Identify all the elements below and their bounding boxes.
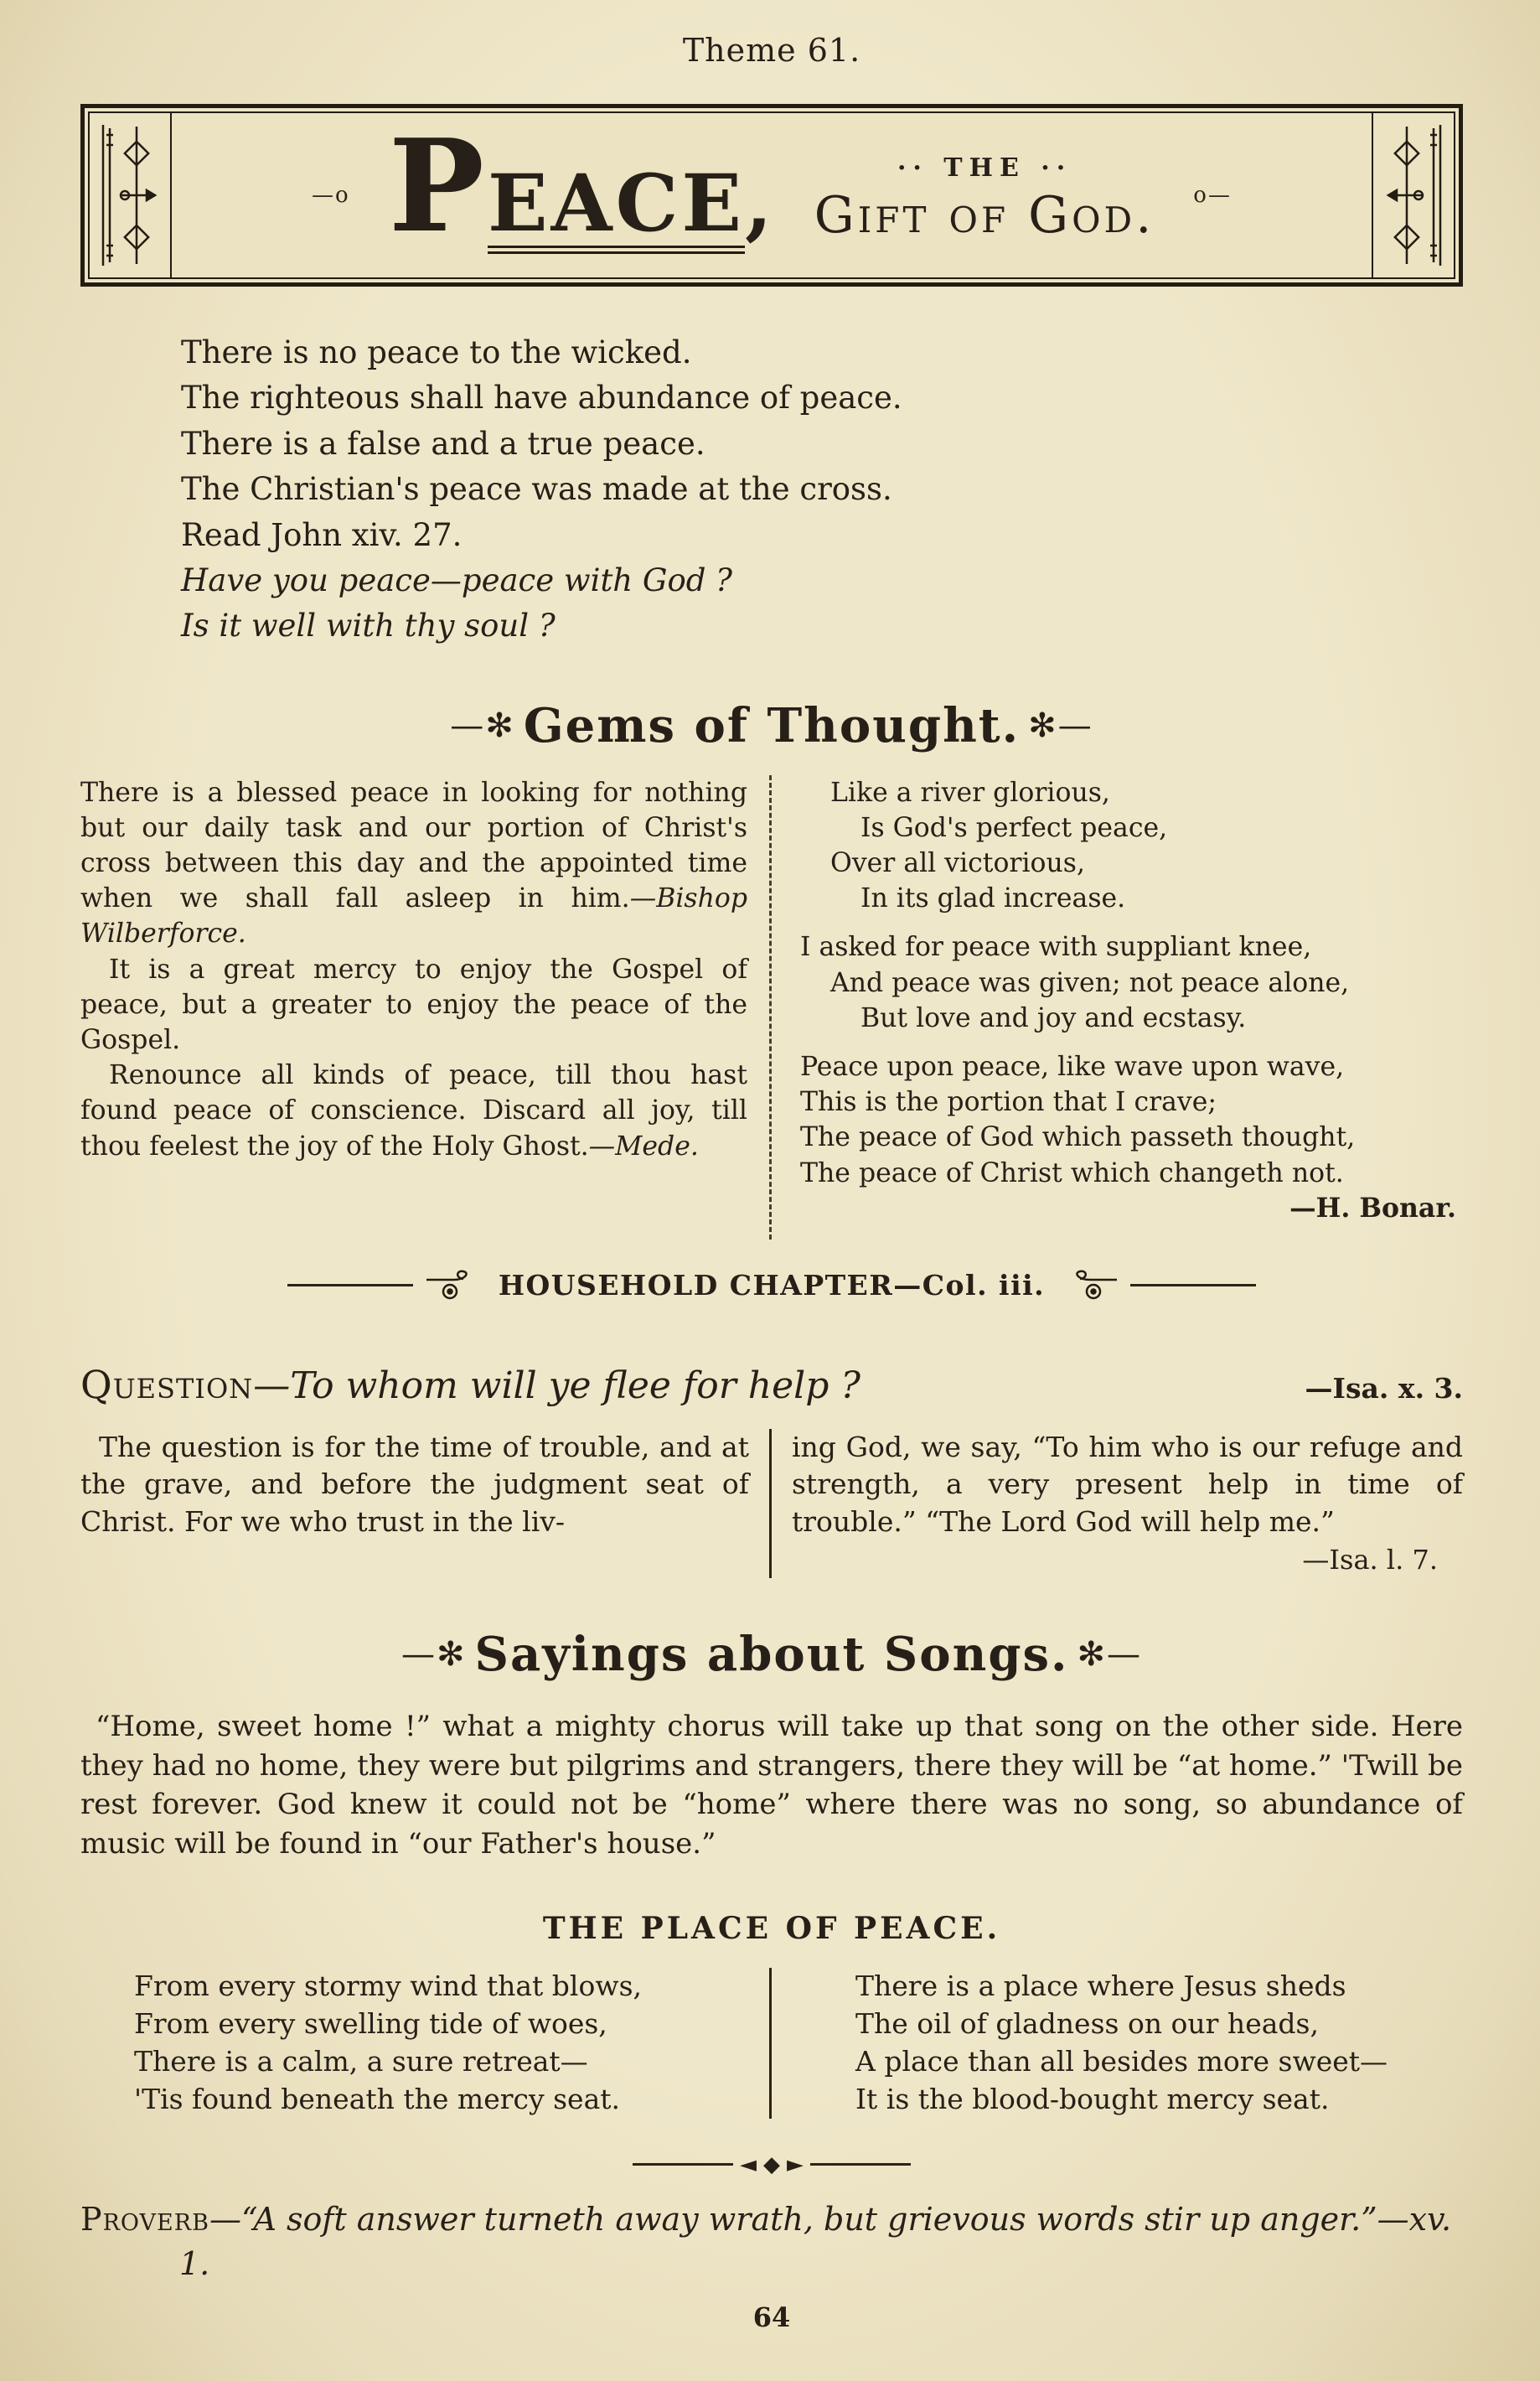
intro-block	[181, 330, 1463, 650]
banner-title	[388, 110, 776, 261]
intro-line: The Christian's peace was made at the cross.	[181, 471, 892, 508]
household-chapter-label: HOUSEHOLD CHAPTER—Col. iii.	[498, 1268, 1046, 1302]
gems-paragraph-text: There is a blessed peace in looking for nothing but our daily task and our portion of Christ's cross between this day and the appointed time when we shall fall asleep in him.	[80, 777, 747, 914]
poem-line: In its glad increase.	[860, 883, 1126, 914]
scroll-ornament-right-icon	[1065, 1268, 1119, 1302]
place-of-peace-heading: THE PLACE OF PEACE.	[542, 1911, 1001, 1947]
banner-title-initial: P	[388, 110, 488, 261]
flourish-right-icon: ✻—	[1077, 1634, 1143, 1674]
banner-ornament-right-svg	[1380, 120, 1447, 271]
question-reference: —Isa. x. 3.	[1305, 1372, 1463, 1405]
gems-paragraph-text: Renounce all kinds of peace, till thou hast found peace of conscience. Discard all joy, till thou feelest the joy of the Holy Ghost.	[80, 1060, 747, 1162]
gems-right-column	[772, 775, 1463, 1240]
sayings-paragraph: “Home, sweet home !” what a mighty chorus will take up that song on the other side. Here they had no home, they were but pilgrims and strangers, there they will be “at home.” 'Twill be rest forever. God knew it could not be “home” where there was no song, so abundance of music will be found in “our Father's house.”	[80, 1709, 1463, 1861]
diamond-icon: ◆	[763, 2151, 780, 2177]
poem-line: The peace of Christ which changeth not.	[800, 1157, 1344, 1188]
theme-label: Theme 61.	[682, 32, 861, 69]
banner-subtitle	[814, 147, 1155, 245]
gems-heading	[80, 698, 1463, 753]
question-right-reference: —Isa. l. 7.	[1302, 1543, 1438, 1576]
place-left-column	[80, 1968, 772, 2119]
banner-dash-left: —o	[312, 183, 350, 208]
place-of-peace-columns	[80, 1968, 1463, 2119]
intro-line: Read John xiv. 27.	[181, 516, 463, 553]
question-columns	[80, 1429, 1463, 1578]
flourish-left-icon: —✻	[401, 1634, 467, 1674]
place-right-column	[772, 1968, 1463, 2119]
intro-line: There is no peace to the wicked.	[181, 334, 692, 370]
intro-line: The righteous shall have abundance of peace.	[181, 380, 902, 417]
sayings-heading-text: Sayings about Songs.	[474, 1626, 1069, 1682]
proverb-text: —“A soft answer turneth away wrath, but grievous words stir up anger.”—xv. 1.	[179, 2200, 1452, 2282]
gems-heading-text: Gems of Thought.	[523, 697, 1021, 753]
question-text: —To whom will ye flee for help ?	[253, 1364, 860, 1408]
poem-line: Peace upon peace, like wave upon wave,	[800, 1052, 1345, 1083]
poem-line: Is God's perfect peace,	[860, 812, 1168, 843]
proverb-label: Proverb	[80, 2200, 209, 2238]
arrow-right-icon: ►	[787, 2151, 804, 2177]
gems-paragraph-text: It is a great mercy to enjoy the Gospel of peace, but a greater to enjoy the peace of the Gospel.	[80, 954, 747, 1056]
poem-line: Over all victorious,	[830, 848, 1085, 879]
gems-paragraph	[80, 1058, 747, 1164]
sayings-heading	[80, 1627, 1463, 1682]
poem-line: The peace of God which passeth thought,	[800, 1122, 1356, 1153]
gems-paragraph-attribution: —Bishop Wilberforce.	[80, 883, 747, 950]
poem-line: The oil of gladness on our heads,	[855, 2007, 1319, 2041]
banner-title-comma: ,	[745, 157, 776, 250]
poem-stanza	[800, 1049, 1463, 1226]
gems-left-column	[80, 775, 772, 1240]
question-left-column: The question is for the time of trouble, and at the grave, and before the judgment seat of Christ. For we who trust in the liv-	[80, 1429, 772, 1578]
flourish-right-icon: ✻—	[1028, 706, 1093, 745]
bottom-divider	[80, 2152, 1463, 2177]
divider-rule	[633, 2163, 733, 2166]
poem-line: But love and joy and ecstasy.	[860, 1002, 1247, 1033]
poem-stanza	[800, 775, 1463, 917]
arrow-left-icon: ◄	[740, 2151, 757, 2177]
divider-rule	[810, 2163, 911, 2166]
title-banner-inner	[88, 111, 1455, 279]
divider-rule	[287, 1284, 413, 1286]
banner-subtitle-the: ·· THE ··	[897, 153, 1072, 183]
banner-subtitle-gift-of-god: Gift of God.	[814, 185, 1155, 245]
banner-title-rest: EACE	[488, 168, 745, 255]
question-label: Question	[80, 1362, 254, 1408]
scroll-ornament-left-icon	[425, 1268, 478, 1302]
poem-line: From every swelling tide of woes,	[134, 2007, 607, 2041]
poem-line: From every stormy wind that blows,	[134, 1970, 643, 2003]
poem-line: 'Tis found beneath the mercy seat.	[134, 2082, 621, 2115]
question-line	[80, 1362, 1463, 1407]
banner-ornament-left-icon	[90, 113, 172, 277]
page-number: 64	[752, 2301, 791, 2334]
banner-dash-right: o—	[1193, 183, 1232, 208]
flourish-left-icon: —✻	[450, 706, 515, 745]
gems-columns	[80, 775, 1463, 1240]
poem-line: This is the portion that I crave;	[800, 1087, 1217, 1118]
poem-line: A place than all besides more sweet—	[855, 2044, 1388, 2078]
poem-line: Like a river glorious,	[830, 777, 1110, 808]
intro-line: There is a false and a true peace.	[181, 425, 705, 462]
poem-line: I asked for peace with suppliant knee,	[800, 932, 1312, 963]
intro-line-italic: Is it well with thy soul ?	[181, 608, 556, 644]
poem-attribution: —H. Bonar.	[1289, 1192, 1456, 1224]
gems-paragraph-attribution: —Mede.	[588, 1131, 699, 1162]
gems-paragraph	[80, 952, 747, 1059]
banner-ornament-right-icon	[1372, 113, 1454, 277]
banner-main	[172, 110, 1372, 277]
intro-line-italic: Have you peace—peace with God ?	[181, 562, 733, 598]
question-right-column	[772, 1429, 1463, 1578]
question-right-text: ing God, we say, “To him who is our refuge and strength, a very present help in time of trouble.” “The Lord God will help me.”	[792, 1431, 1463, 1538]
poem-line: And peace was given; not peace alone,	[830, 967, 1350, 998]
poem-line: It is the blood-bought mercy seat.	[855, 2082, 1330, 2115]
gems-paragraph	[80, 775, 747, 952]
divider-rule	[1130, 1284, 1256, 1286]
poem-line: There is a place where Jesus sheds	[855, 1970, 1346, 2003]
poem-stanza	[800, 929, 1463, 1036]
poem-line: There is a calm, a sure retreat—	[134, 2044, 588, 2078]
household-chapter-divider	[80, 1268, 1463, 1302]
banner-ornament-left-svg	[96, 120, 163, 271]
proverb	[80, 2197, 1463, 2286]
title-banner	[80, 104, 1463, 287]
